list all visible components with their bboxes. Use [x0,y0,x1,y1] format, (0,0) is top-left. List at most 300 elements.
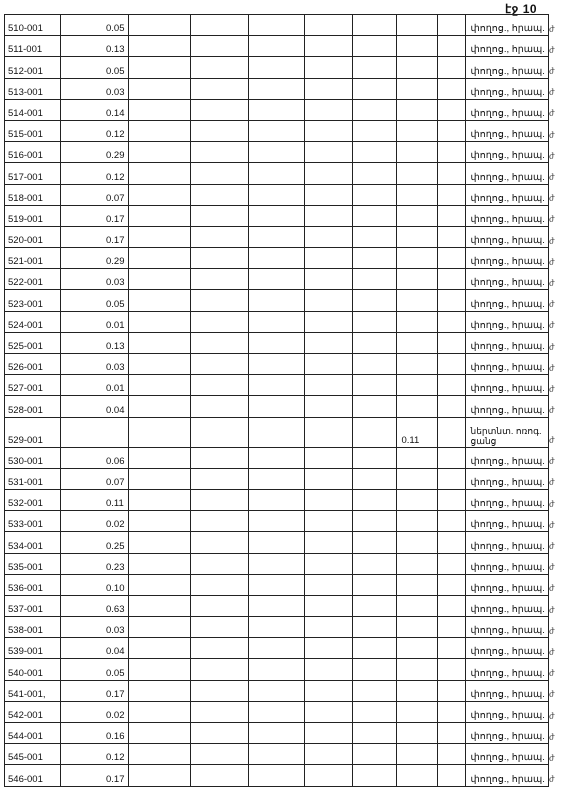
land-use-cell: փողոց., հրապ. [465,311,548,332]
empty-cell [352,553,396,574]
empty-cell [304,396,352,417]
area-cell: 0.16 [61,723,129,744]
parcel-code-cell: 534-001 [5,532,61,553]
empty-cell [437,142,465,163]
table-row [5,617,549,638]
empty-cell [248,468,304,489]
empty-cell [304,248,352,269]
empty-cell [128,99,190,120]
area-cell: 0.05 [61,290,129,311]
area-cell: 0.17 [61,680,129,701]
empty-cell [128,489,190,510]
empty-cell [304,184,352,205]
table-row [5,375,549,396]
irrigation-area-cell [396,57,437,78]
area-cell: 0.14 [61,99,129,120]
irrigation-area-cell [396,765,437,786]
land-use-cell: փողոց., հրապ. [465,701,548,722]
empty-cell [128,248,190,269]
empty-cell [248,311,304,332]
margin-mark: ժ [549,520,555,530]
margin-mark: ժ [549,406,555,416]
empty-cell [352,120,396,141]
empty-cell [248,447,304,468]
empty-cell [304,15,352,36]
land-use-cell: փողոց., հրապ. [465,489,548,510]
empty-cell [352,680,396,701]
empty-cell [352,311,396,332]
parcel-code-cell: 510-001 [5,15,61,36]
empty-cell [437,595,465,616]
margin-mark: ժ [549,563,555,573]
empty-cell [352,205,396,226]
parcel-code-cell: 530-001 [5,447,61,468]
empty-cell [128,36,190,57]
empty-cell [352,511,396,532]
land-use-cell: փողոց., հրապ. [465,184,548,205]
empty-cell [190,248,248,269]
empty-cell [190,163,248,184]
land-use-cell: փողոց., հրապ. [465,290,548,311]
table-row [5,120,549,141]
area-cell: 0.02 [61,511,129,532]
area-cell: 0.12 [61,744,129,765]
area-cell: 0.02 [61,701,129,722]
empty-cell [128,595,190,616]
margin-mark: ժ [549,753,555,763]
parcel-code-cell: 522-001 [5,269,61,290]
table-row [5,489,549,510]
parcel-code-cell: 544-001 [5,723,61,744]
irrigation-area-cell [396,680,437,701]
land-use-cell: փողոց., հրապ. [465,595,548,616]
area-cell: 0.29 [61,142,129,163]
table-row [5,553,549,574]
table-row [5,248,549,269]
land-use-cell: փողոց., հրապ. [465,617,548,638]
empty-cell [190,36,248,57]
empty-cell [248,375,304,396]
margin-mark: ժ [549,457,555,467]
empty-cell [248,163,304,184]
empty-cell [248,723,304,744]
table-row [5,396,549,417]
empty-cell [304,120,352,141]
empty-cell [128,723,190,744]
empty-cell [352,332,396,353]
land-use-text: ներտնտ. ոռոգ. ցանց [470,425,542,446]
empty-cell [437,99,465,120]
empty-cell [437,36,465,57]
parcel-code-cell: 524-001 [5,311,61,332]
empty-cell [437,248,465,269]
margin-mark: ժ [549,384,555,394]
land-use-cell: փողոց., հրապ. [465,120,548,141]
land-use-cell: փողոց., հրապ. [465,468,548,489]
table-row [5,269,549,290]
irrigation-area-cell [396,99,437,120]
empty-cell [128,574,190,595]
empty-cell [304,617,352,638]
empty-cell [352,468,396,489]
empty-cell [128,311,190,332]
empty-cell [352,78,396,99]
area-cell: 0.03 [61,354,129,375]
empty-cell [248,511,304,532]
area-cell: 0.03 [61,269,129,290]
parcel-code-cell: 539-001 [5,638,61,659]
area-cell: 0.01 [61,375,129,396]
empty-cell [128,532,190,553]
land-use-cell: փողոց., հրապ. [465,396,548,417]
parcel-code-cell: 546-001 [5,765,61,786]
empty-cell [352,99,396,120]
parcel-code-cell: 519-001 [5,205,61,226]
empty-cell [248,290,304,311]
empty-cell [352,142,396,163]
empty-cell [190,15,248,36]
table-row [5,744,549,765]
empty-cell [352,765,396,786]
land-use-cell: փողոց., հրապ. [465,248,548,269]
empty-cell [128,205,190,226]
empty-cell [352,701,396,722]
land-use-cell: փողոց., հրապ. [465,354,548,375]
land-use-cell: փողոց., հրապ. [465,375,548,396]
margin-mark: ժ [549,647,555,657]
empty-cell [437,332,465,353]
empty-cell [248,354,304,375]
empty-cell [128,375,190,396]
land-use-cell: փողոց., հրապ. [465,447,548,468]
empty-cell [304,354,352,375]
parcel-code-cell: 516-001 [5,142,61,163]
parcel-code-cell: 542-001 [5,701,61,722]
area-cell: 0.07 [61,184,129,205]
margin-mark: ժ [549,732,555,742]
empty-cell [352,532,396,553]
empty-cell [437,417,465,447]
land-use-cell: փողոց., հրապ. [465,659,548,680]
empty-cell [190,205,248,226]
parcel-code-cell: 521-001 [5,248,61,269]
land-use-cell: փողոց., հրապ. [465,765,548,786]
empty-cell [128,680,190,701]
table-row [5,142,549,163]
empty-cell [128,120,190,141]
empty-cell [304,468,352,489]
irrigation-area-cell [396,120,437,141]
empty-cell [190,638,248,659]
empty-cell [437,532,465,553]
empty-cell [128,396,190,417]
parcel-code-cell: 525-001 [5,332,61,353]
land-use-cell: փողոց., հրապ. [465,99,548,120]
empty-cell [190,532,248,553]
empty-cell [128,765,190,786]
land-use-cell: փողոց., հրապ. [465,574,548,595]
table-row [5,638,549,659]
empty-cell [128,226,190,247]
margin-mark: ժ [549,690,555,700]
empty-cell [128,468,190,489]
table-row [5,574,549,595]
irrigation-area-cell [396,468,437,489]
margin-mark: ժ [549,151,555,161]
irrigation-area-cell [396,489,437,510]
area-cell: 0.04 [61,396,129,417]
empty-cell [304,142,352,163]
margin-mark: ժ [549,88,555,98]
empty-cell [437,205,465,226]
empty-cell [304,36,352,57]
parcel-code-cell: 511-001 [5,36,61,57]
empty-cell [304,723,352,744]
parcel-code-cell: 513-001 [5,78,61,99]
area-cell: 0.17 [61,226,129,247]
table-row [5,311,549,332]
area-cell: 0.25 [61,532,129,553]
empty-cell [352,638,396,659]
empty-cell [437,184,465,205]
area-cell: 0.11 [61,489,129,510]
table-row [5,15,549,36]
irrigation-area-cell [396,659,437,680]
empty-cell [248,638,304,659]
area-cell: 0.05 [61,57,129,78]
irrigation-area-cell [396,205,437,226]
parcel-code-cell: 536-001 [5,574,61,595]
empty-cell [190,99,248,120]
empty-cell [352,447,396,468]
empty-cell [304,638,352,659]
empty-cell [128,701,190,722]
table-row [5,723,549,744]
empty-cell [352,57,396,78]
empty-cell [190,574,248,595]
empty-cell [437,354,465,375]
table-row [5,417,549,447]
empty-cell [190,595,248,616]
land-use-cell: փողոց., հրապ. [465,511,548,532]
empty-cell [248,701,304,722]
margin-mark: ժ [549,584,555,594]
area-cell: 0.63 [61,595,129,616]
parcel-code-cell: 520-001 [5,226,61,247]
empty-cell [248,659,304,680]
empty-cell [352,396,396,417]
empty-cell [190,396,248,417]
empty-cell [304,332,352,353]
empty-cell [437,659,465,680]
empty-cell [437,447,465,468]
empty-cell [248,15,304,36]
empty-cell [190,659,248,680]
irrigation-area-cell [396,36,437,57]
land-use-cell: փողոց., հրապ. [465,15,548,36]
empty-cell [352,248,396,269]
empty-cell [304,375,352,396]
table-row [5,290,549,311]
empty-cell [352,574,396,595]
irrigation-area-cell [396,701,437,722]
parcel-code-cell: 528-001 [5,396,61,417]
empty-cell [437,680,465,701]
parcel-code-cell: 527-001 [5,375,61,396]
empty-cell [437,226,465,247]
empty-cell [190,290,248,311]
empty-cell [190,57,248,78]
area-cell: 0.01 [61,311,129,332]
margin-mark: ժ [549,236,555,246]
parcel-code-cell: 518-001 [5,184,61,205]
empty-cell [248,78,304,99]
irrigation-area-cell [396,375,437,396]
empty-cell [128,354,190,375]
margin-mark: ժ [549,45,555,55]
land-use-cell: փողոց., հրապ. [465,36,548,57]
parcel-code-cell: 531-001 [5,468,61,489]
empty-cell [437,396,465,417]
table-row [5,511,549,532]
empty-cell [352,290,396,311]
irrigation-area-cell [396,269,437,290]
empty-cell [304,57,352,78]
empty-cell [248,57,304,78]
land-use-cell: փողոց., հրապ. [465,226,548,247]
margin-mark: ժ [549,24,555,34]
table-row [5,205,549,226]
margin-mark: ժ [549,173,555,182]
irrigation-area-cell [396,574,437,595]
empty-cell [437,553,465,574]
empty-cell [248,184,304,205]
empty-cell [304,447,352,468]
empty-cell [437,638,465,659]
area-cell: 0.05 [61,15,129,36]
table-row [5,36,549,57]
empty-cell [304,574,352,595]
parcel-code-cell: 517-001 [5,163,61,184]
empty-cell [248,120,304,141]
empty-cell [190,417,248,447]
area-cell: 0.12 [61,120,129,141]
land-use-cell: փողոց., հրապ. [465,723,548,744]
empty-cell [190,765,248,786]
empty-cell [128,744,190,765]
table-row [5,354,549,375]
empty-cell [352,226,396,247]
table-row [5,468,549,489]
empty-cell [128,142,190,163]
empty-cell [248,417,304,447]
land-use-cell: փողոց., հրապ. [465,78,548,99]
irrigation-area-cell [396,553,437,574]
parcel-code-cell: 529-001 [5,417,61,447]
empty-cell [190,553,248,574]
irrigation-area-cell [396,184,437,205]
margin-mark: ժ [549,499,555,509]
irrigation-area-cell [396,532,437,553]
land-use-cell: փողոց., հրապ. [465,744,548,765]
parcel-code-cell: 512-001 [5,57,61,78]
empty-cell [304,701,352,722]
empty-cell [352,269,396,290]
parcel-code-cell: 538-001 [5,617,61,638]
irrigation-area-cell [396,638,437,659]
empty-cell [437,15,465,36]
empty-cell [352,15,396,36]
table-row [5,680,549,701]
margin-mark: ժ [549,478,555,488]
table-row [5,78,549,99]
margin-mark: ժ [549,542,555,551]
empty-cell [248,205,304,226]
empty-cell [304,269,352,290]
margin-mark: ժ [549,194,555,204]
empty-cell [437,375,465,396]
empty-cell [304,659,352,680]
parcel-code-cell: 540-001 [5,659,61,680]
empty-cell [190,311,248,332]
margin-mark: ժ [549,711,555,721]
irrigation-area-cell [396,290,437,311]
irrigation-area-cell [396,396,437,417]
parcel-code-cell: 515-001 [5,120,61,141]
empty-cell [352,617,396,638]
margin-mark: ժ [549,215,555,225]
margin-mark: ժ [549,436,555,446]
empty-cell [190,120,248,141]
table-row [5,447,549,468]
empty-cell [304,99,352,120]
empty-cell [304,595,352,616]
empty-cell [248,765,304,786]
empty-cell [437,574,465,595]
table-row [5,532,549,553]
parcel-code-cell: 535-001 [5,553,61,574]
parcel-code-cell: 545-001 [5,744,61,765]
irrigation-area-cell [396,595,437,616]
empty-cell [190,617,248,638]
empty-cell [248,36,304,57]
empty-cell [248,553,304,574]
empty-cell [190,269,248,290]
margin-mark: ժ [549,363,555,373]
area-cell: 0.17 [61,205,129,226]
irrigation-area-cell [396,332,437,353]
empty-cell [248,142,304,163]
empty-cell [437,163,465,184]
empty-cell [190,744,248,765]
area-cell: 0.29 [61,248,129,269]
empty-cell [304,226,352,247]
area-cell: 0.03 [61,78,129,99]
empty-cell [190,184,248,205]
empty-cell [128,57,190,78]
land-use-cell: փողոց., հրապ. [465,163,548,184]
margin-mark: ժ [549,130,555,140]
area-cell: 0.13 [61,36,129,57]
parcel-table-body [5,15,549,787]
area-cell: 0.07 [61,468,129,489]
table-row [5,184,549,205]
table-row [5,332,549,353]
empty-cell [352,163,396,184]
empty-cell [128,78,190,99]
irrigation-area-cell [396,163,437,184]
empty-cell [190,701,248,722]
